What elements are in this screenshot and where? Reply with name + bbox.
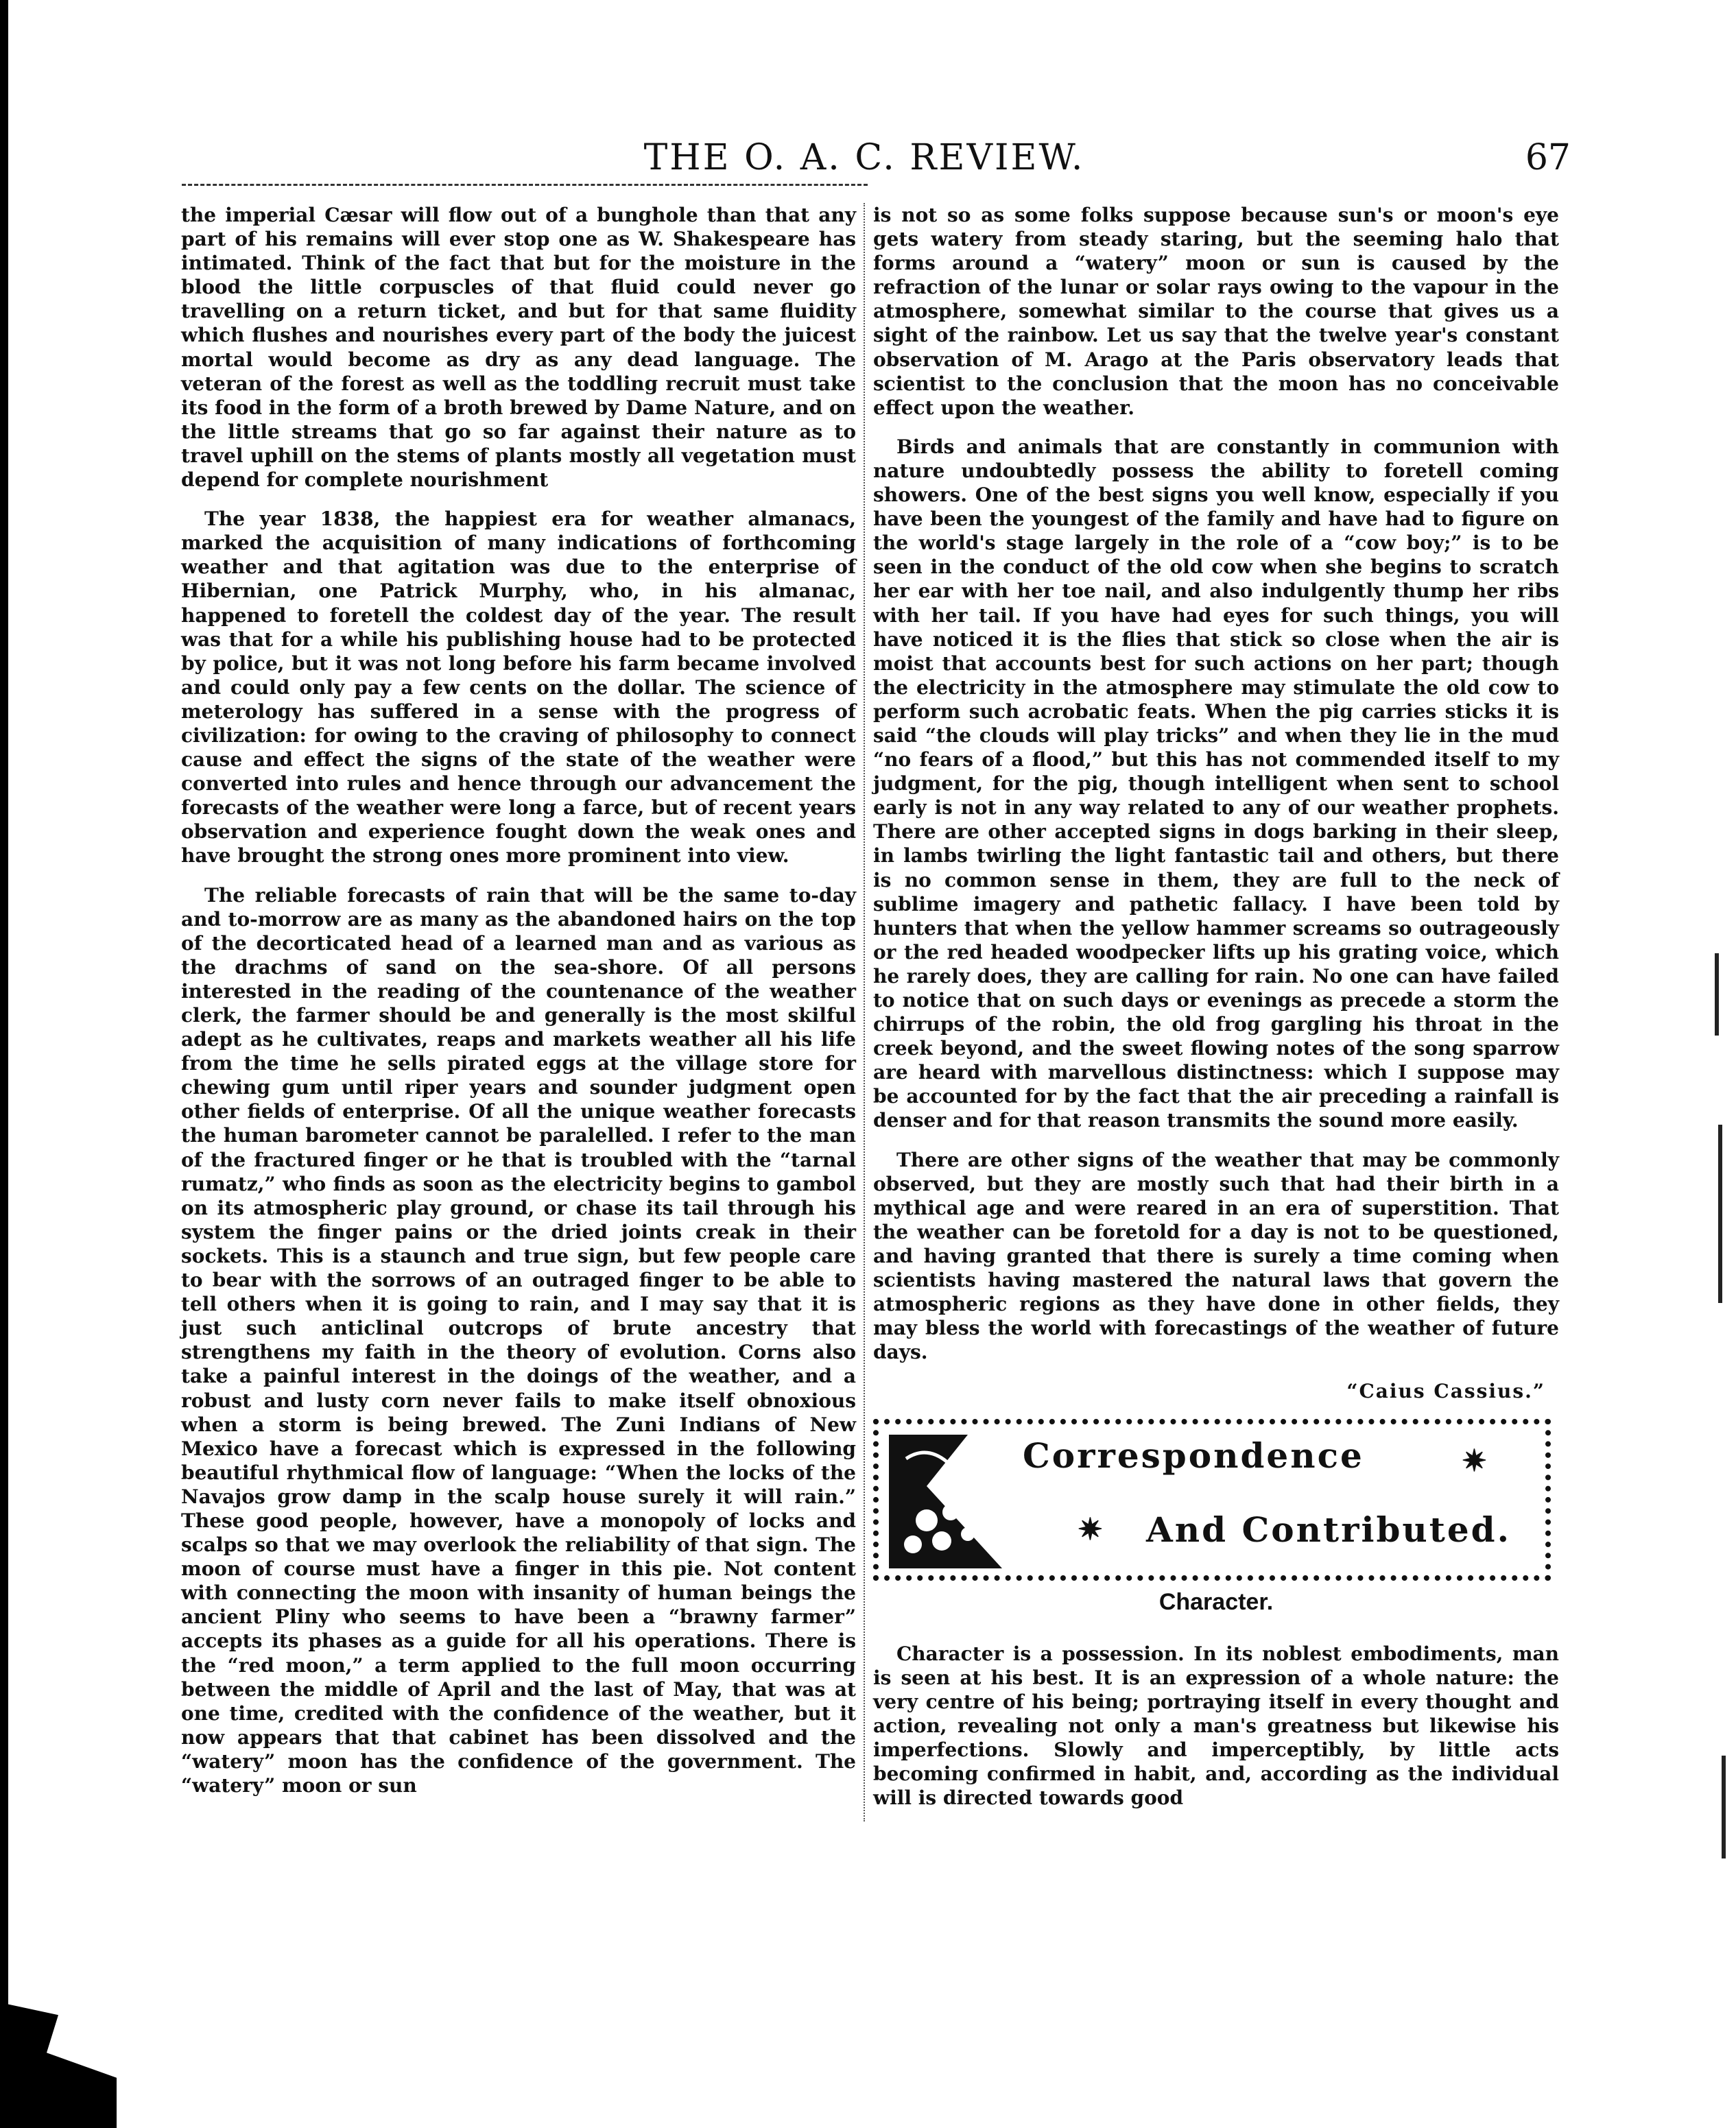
paragraph: the imperial Cæsar will flow out of a bunghole than that any part of his remains will ever stop one as W. Shakespeare has intimated. Think of the fact that but for the moisture in the blood the little corpuscles of that fluid could never go travelling on a return ticket, and but for that same fluidity which flushes and nourishes every part of the body the juicest mortal would become as dry as any dead language. The veteran of the forest as well as the toddling recruit must take its food in the form of a broth brewed by Dame Nature, and on the little streams that go so far against their nature as to travel uphill on the stems of plants mostly all vegetation must depend for complete nourishment — [181, 204, 856, 492]
paragraph: The reliable forecasts of rain that will be the same to-day and to-morrow are as many as the abandoned hairs on the top of the decorticated head of a learned man and as various as the drachms of sand on the sea-shore. Of all persons interested in the reading of the countenance of the weather clerk, the farmer should be and generally is the most skilful adept as he cultivates, reaps and markets weather all his life from the time he sells pirated eggs at the village store for chewing gum until riper years and sounder judgment open other fields of enterprise. Of all the unique weather forecasts the human barometer cannot be paralelled. I refer to the man of the fractured finger or he that is troubled with the “tarnal rumatz,” who finds as soon as the electricity begins to gambol on its atmospheric play ground, or chase its tail through his system the finger pains or the dried joints creak in their sockets. This is a staunch and true sign, but few people care to bear with the sorrows of an outraged finger to be able to tell others when it is going to rain, and I may say that it is just such anticlinal outcrops of brute ancestry that strengthens my faith in the theory of evolution. Corns also take a painful interest in the doings of the weather, and a robust and lusty corn never fails to make itself obnoxious when a storm is being brewed. The Zuni Indians of New Mexico have a forecast which is expressed in the following beautiful rhythmical flow of language: “When the locks of the Navajos grow damp in the scalp house surely it will rain.” These good people, however, have a monopoly of locks and scalps so that we may overlook the reliability of that sign. The moon of course must have a finger in this pie. Not content with connecting the moon with insanity of human beings the ancient Pliny who seems to have been a “brawny farmer” accepts its phases as a guide for all his operations. There is the “red moon,” a term applied to the full moon occurring between the middle of April and the last of May, that was at one time, credited with the confidence of the weather, but it now appears that that cabinet has been dissolved and the “watery” moon has the confidence of the government. The “watery” moon or sun — [181, 883, 856, 1797]
star-icon: ✷ — [1078, 1511, 1103, 1547]
floral-ornament-icon — [885, 1431, 1009, 1568]
header-rule — [182, 184, 868, 186]
scan-artifact-bottom-left — [0, 2003, 117, 2128]
paragraph: Birds and animals that are constantly in communion with nature undoubtedly possess the ability to foretell coming showers. One of the best signs you well know, especially if you have been the youngest of the family and have had to figure on the world's stage largely in the role of a “cow boy;” is to be seen in the conduct of the old cow when she begins to scratch her ear with her toe nail, and also indulgently thump her ribs with her tail. If you have had eyes for such things, you will have noticed it is the flies that stick so close when the air is moist that accounts best for such actions on her part; though the electricity in the atmosphere may stimulate the old cow to perform such acrobatic feats. When the pig carries sticks it is said “the clouds will play tricks” and when they lie in the mud “no fears of a flood,” but this has not commended itself to my judgment, for the pig, though intelligent when sent to school early is not in any way related to any of our weather prophets. There are other accepted signs in dogs barking in their sleep, in lambs twirling the light fantastic tail and others, but there is no common sense in them, they are full to the neck of sublime imagery and pathetic fallacy. I have been told by hunters that when the yellow hammer screams so outrageously or the red headed woodpecker lifts up his grating voice, which he rarely does, they are calling for rain. No one can have failed to notice that on such days or evenings as precede a storm the chirrups of the robin, the old frog gargling his throat in the creek beyond, and the sweet flowing notes of the song sparrow are heard with marvellous distinctness: which I suppose may be accounted for by the fact that the air preceding a rainfall is denser and for that reason transmits the sound more easily. — [873, 435, 1559, 1132]
left-column — [181, 203, 856, 1813]
scan-mark — [1715, 953, 1719, 1036]
banner-title-line1: Correspondence — [1023, 1435, 1364, 1476]
column-divider — [864, 203, 865, 1821]
paragraph: The year 1838, the happiest era for weather almanacs, marked the acquisition of many indications of forthcoming weather and that agitation was due to the enterprise of Hibernian, one Patrick Murphy, who, in his almanac, happened to foretell the coldest day of the year. The result was that for a while his publishing house had to be protected by police, but it was not long before his farm became involved and could only pay a few cents on the dollar. The science of meterology has suffered in a sense with the progress of civilization: for owing to the craving of philosophy to connect cause and effect the signs of the state of the weather were converted into rules and hence through our advancement the forecasts of the weather were long a farce, but of recent years observation and experience fought down the weak ones and have brought the strong ones more prominent into view. — [181, 507, 856, 868]
section-title: Character. — [1158, 1588, 1274, 1615]
right-column — [873, 203, 1559, 1825]
author-signature: “Caius Cassius.” — [1346, 1380, 1545, 1403]
scan-mark — [1718, 1125, 1722, 1303]
paragraph: Character is a possession. In its noblest embodiments, man is seen at his best. It is an expression of a whole nature: the very centre of his being; portraying itself in every thought and action, revealing not only a man's greatness but likewise his imperfections. Slowly and imperceptibly, by little acts becoming confirmed in habit, and, according as the individual will is directed towards good — [873, 1642, 1559, 1810]
section-banner — [873, 1419, 1551, 1581]
scan-border-left — [0, 0, 8, 2128]
banner-title-line2: And Contributed. — [1146, 1509, 1512, 1550]
scan-mark — [1722, 1756, 1726, 1858]
star-icon: ✷ — [1462, 1443, 1487, 1479]
paragraph: There are other signs of the weather that may be commonly observed, but they are mostly such that had their birth in a mythical age and were reared in an era of superstition. That the weather can be foretold for a day is not to be questioned, and having granted that there is surely a time coming when scientists having mastered the natural laws that govern the atmospheric regions as they have done in other fields, they may bless the world with forecastings of the weather of future days. — [873, 1148, 1559, 1364]
paragraph: is not so as some folks suppose because sun's or moon's eye gets watery from steady staring, but the seeming halo that forms around a “watery” moon or sun is caused by the refraction of the lunar or solar rays owing to the vapour in the atmosphere, somewhat similar to the course that gives us a sight of the rainbow. Let us say that the twelve year's constant observation of M. Arago at the Paris observatory leads that scientist to the conclusion that the moon has no conceivable effect upon the weather. — [873, 204, 1559, 419]
page-number: 67 — [1525, 137, 1571, 178]
running-title: THE O. A. C. REVIEW. — [643, 137, 1085, 178]
